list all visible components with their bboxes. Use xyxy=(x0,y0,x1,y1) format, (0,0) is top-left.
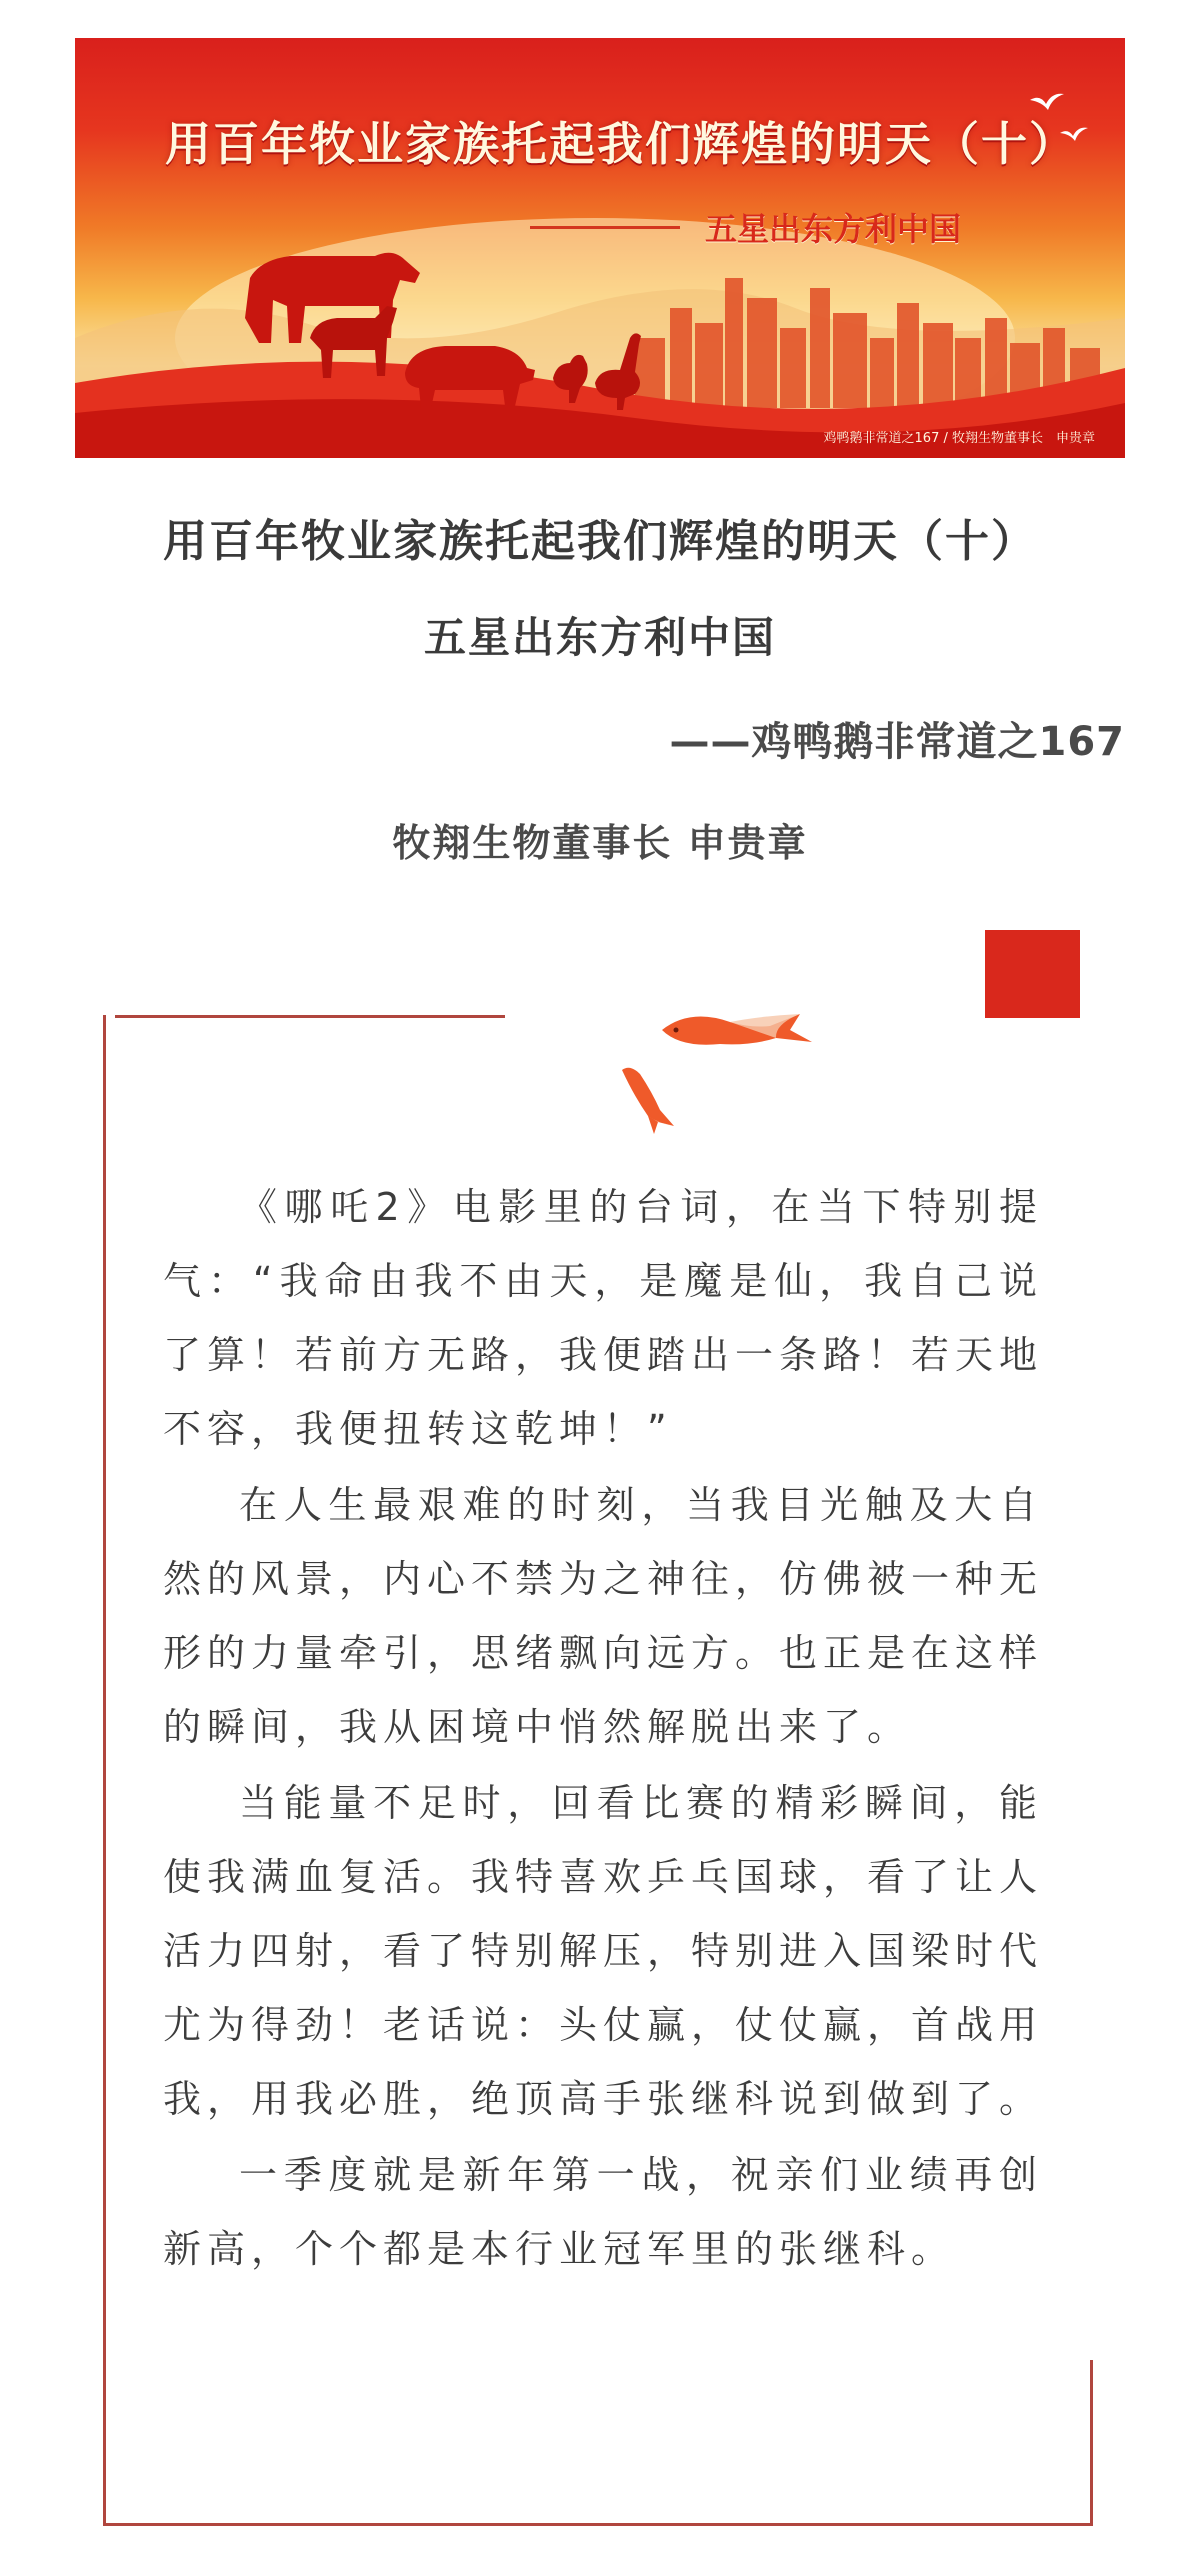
banner-caption: 鸡鸭鹅非常道之167 / 牧翔生物董事长 申贵章 xyxy=(823,431,1095,446)
article-paragraph: 当能量不足时，回看比赛的精彩瞬间，能使我满血复活。我特喜欢乒乓国球，看了让人活力四射，看了特别解压，特别进入国梁时代尤为得劲！老话说：头仗赢，仗仗赢，首战用我，用我必胜，绝顶高手张继科说到做到了。 xyxy=(163,1781,1044,2121)
article-paragraph: 在人生最艰难的时刻，当我目光触及大自然的风景，内心不禁为之神往，仿佛被一种无形的力量牵引，思绪飘向远方。也正是在这样的瞬间，我从困境中悄然解脱出来了。 xyxy=(163,1483,1044,1749)
article-paragraph: 一季度就是新年第一战，祝亲们业绩再创新高，个个都是本行业冠军里的张继科。 xyxy=(163,2153,1043,2271)
article-body xyxy=(163,1170,1043,2288)
frame-line-right xyxy=(1090,2360,1093,2526)
header-banner xyxy=(75,38,1125,458)
article-author: 牧翔生物董事长 申贵章 xyxy=(392,821,808,865)
frame-line-top xyxy=(115,1015,505,1018)
article-subtitle: 五星出东方利中国 xyxy=(423,613,776,662)
banner-divider xyxy=(530,226,680,229)
article-series: ——鸡鸭鹅非常道之167 xyxy=(669,719,1125,765)
banner-illustration xyxy=(75,38,1125,458)
koi-fish-icon xyxy=(600,1000,840,1150)
article-title: 用百年牧业家族托起我们辉煌的明天（十） xyxy=(163,516,1037,567)
decorative-red-square xyxy=(985,930,1080,1018)
frame-line-bottom xyxy=(103,2523,1093,2526)
article-paragraph: 《哪吒2》电影里的台词，在当下特别提气：“我命由我不由天，是魔是仙，我自己说了算！若前方无路，我便踏出一条路！若天地不容，我便扭转这乾坤！” xyxy=(163,1185,1044,1451)
banner-title: 用百年牧业家族托起我们辉煌的明天（十） xyxy=(165,117,1077,171)
frame-line-left xyxy=(103,1015,106,2525)
banner-subtitle: 五星出东方利中国 xyxy=(705,210,962,248)
